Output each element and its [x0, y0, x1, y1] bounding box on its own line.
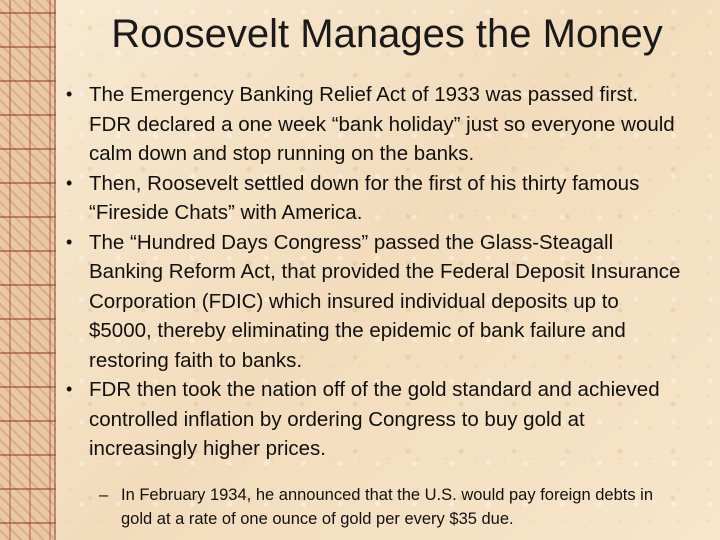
bullet-text: The Emergency Banking Relief Act of 1933 was passed first. FDR declared a one week “bank holiday” just so everyone would calm down and stop running on the banks. [89, 83, 675, 165]
bullet-item [62, 228, 682, 376]
slide-body [62, 80, 682, 531]
decorative-border [0, 0, 56, 540]
slide-title: Roosevelt Manages the Money [111, 12, 663, 56]
bullet-text: FDR then took the nation off of the gold standard and achieved controlled inflation by ordering Congress to buy gold at increasingly higher prices. [89, 378, 660, 460]
bullet-text: The “Hundred Days Congress” passed the Glass-Steagall Banking Reform Act, that provided the Federal Deposit Insurance Corporation (FDIC) which insured individual deposits up to $5000, thereby eliminating the epidemic of bank failure and restoring faith to banks. [89, 230, 681, 372]
sub-bullet-item [99, 483, 661, 531]
bullet-item [62, 375, 682, 464]
bullet-text: Then, Roosevelt settled down for the first of his thirty famous “Fireside Chats” with America. [89, 171, 640, 224]
bullet-marker: • [66, 172, 73, 193]
sub-bullet-text: In February 1934, he announced that the U.S. would pay foreign debts in gold at a rate of one ounce of gold per every $35 due. [121, 485, 654, 528]
bullet-marker: • [66, 379, 73, 399]
bullet-marker: • [66, 84, 73, 104]
bullet-marker: • [66, 231, 73, 252]
bullet-item [62, 169, 682, 228]
sub-bullet-marker: – [99, 485, 109, 504]
bullet-item [62, 80, 682, 169]
